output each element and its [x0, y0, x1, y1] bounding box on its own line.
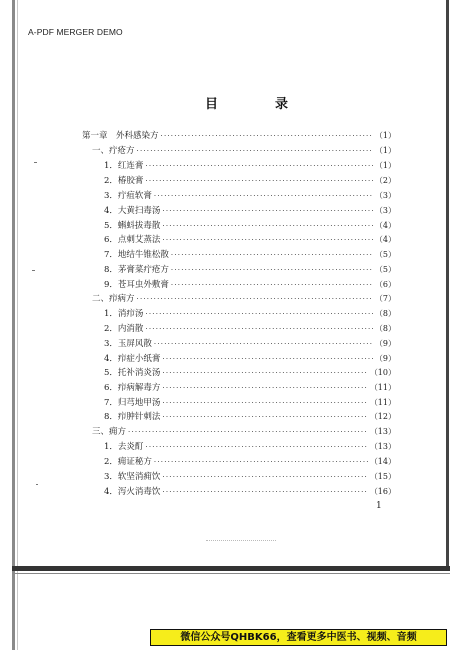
toc-title: 目 录 [205, 97, 311, 112]
toc-entry-page: （11） [369, 398, 396, 407]
toc-entry[interactable] [104, 397, 396, 409]
toc-entry[interactable] [104, 190, 396, 202]
toc-entry-label: 2．椿胶膏 [104, 176, 144, 186]
toc-entry-page: （4） [374, 235, 396, 244]
toc-leader-dots [162, 411, 367, 423]
scan-speck [34, 162, 37, 163]
toc-entry-label: 5．托补消炎汤 [104, 368, 161, 378]
toc-entry-label: 2．痈证秘方 [104, 457, 152, 467]
toc-entry-label: 6．疖病解毒方 [104, 383, 161, 393]
toc-leader-dots [137, 293, 373, 305]
toc-entry[interactable] [104, 353, 396, 365]
toc-entry[interactable] [104, 441, 396, 453]
toc-leader-dots [145, 323, 372, 335]
toc-entry-page: （8） [374, 324, 396, 333]
toc-leader-dots [154, 190, 373, 202]
toc-entry-label: 1．去炎酊 [104, 442, 144, 452]
toc-entry-page: （15） [369, 472, 396, 481]
toc-entry-page: （5） [374, 265, 396, 274]
toc-leader-dots [162, 234, 372, 246]
toc-entry-label: 9．苍耳虫外敷膏 [104, 280, 169, 290]
toc-entry-label: 4．大黄扫毒汤 [104, 206, 161, 216]
toc-entry[interactable] [104, 205, 396, 217]
toc-entry[interactable] [104, 279, 396, 291]
toc-entry[interactable] [104, 220, 396, 232]
toc-entry-label: 7．归芎地甲汤 [104, 398, 161, 408]
toc-entry[interactable] [104, 367, 396, 379]
toc-leader-dots [162, 205, 372, 217]
toc-entry[interactable] [104, 175, 396, 187]
toc-entry-label: 3．玉屏风散 [104, 339, 152, 349]
toc-entry[interactable] [104, 308, 396, 320]
toc-entry-label: 三、痈方 [92, 427, 127, 437]
toc-entry[interactable] [104, 411, 396, 423]
toc-leader-dots [154, 338, 373, 350]
scan-speck [32, 270, 35, 271]
toc-leader-dots [145, 175, 372, 187]
toc-leader-dots [171, 279, 373, 291]
toc-entry-page: （2） [374, 176, 396, 185]
toc-entry-page: （1） [374, 161, 396, 170]
toc-entry-label: 8．茅膏菜疔疮方 [104, 265, 169, 275]
toc-leader-dots [162, 367, 367, 379]
toc-leader-dots [171, 249, 373, 261]
toc-leader-dots [145, 441, 367, 453]
page-bottom-mark [206, 540, 276, 543]
toc-leader-dots [162, 486, 367, 498]
toc-entry-page: （1） [374, 146, 396, 155]
toc-leader-dots [162, 397, 367, 409]
toc-entry-page: （13） [369, 442, 396, 451]
toc-leader-dots [162, 382, 367, 394]
toc-entry-page: （3） [374, 206, 396, 215]
toc-entry[interactable] [92, 426, 396, 438]
toc-leader-dots [137, 145, 373, 157]
toc-entry-page: （7） [374, 294, 396, 303]
toc-entry-page: （9） [374, 339, 396, 348]
toc-leader-dots [162, 353, 372, 365]
toc-entry-label: 3．软坚消痈饮 [104, 472, 161, 482]
toc-entry-page: （8） [374, 309, 396, 318]
toc-entry[interactable] [104, 471, 396, 483]
toc-entry-page: （10） [369, 368, 396, 377]
toc-entry-page: （6） [374, 280, 396, 289]
page-divider [12, 566, 450, 571]
toc-entry-label: 3．疔疽软膏 [104, 191, 152, 201]
toc-entry-page: （1） [374, 131, 396, 140]
toc-entry-label: 4．疖症小纸膏 [104, 354, 161, 364]
toc-entry[interactable] [104, 486, 396, 498]
toc-entry-page: （16） [369, 487, 396, 496]
toc-entry-label: 6．点刺艾蒸法 [104, 235, 161, 245]
toc-entry-label: 1．消疖汤 [104, 309, 144, 319]
toc-entry-label: 二、疖病方 [92, 294, 135, 304]
toc-entry[interactable] [104, 264, 396, 276]
toc-entry-label: 1．红连膏 [104, 161, 144, 171]
toc-leader-dots [154, 456, 368, 468]
toc-entry-page: （11） [369, 383, 396, 392]
toc-leader-dots [145, 308, 372, 320]
toc-entry[interactable] [104, 338, 396, 350]
toc-entry[interactable] [104, 382, 396, 394]
toc-entry-label: 第一章 外科感染方 [82, 131, 159, 141]
toc-leader-dots [128, 426, 368, 438]
toc-entry-label: 7．地结牛锥松散 [104, 250, 169, 260]
scan-speck [36, 484, 38, 485]
toc-leader-dots [145, 160, 372, 172]
toc-leader-dots [162, 220, 372, 232]
toc-entry-page: （3） [374, 191, 396, 200]
toc-entry-label: 8．疖肿针刺法 [104, 412, 161, 422]
toc-entry[interactable] [104, 456, 396, 468]
page-number: 1 [376, 501, 382, 511]
toc-entry-page: （13） [369, 427, 396, 436]
watermark-text: A-PDF MERGER DEMO [28, 27, 123, 37]
toc-entry[interactable] [104, 160, 396, 172]
toc-leader-dots [161, 130, 373, 142]
toc-entry[interactable] [92, 145, 396, 157]
toc-entry-page: （9） [374, 354, 396, 363]
toc-entry-label: 一、疔疮方 [92, 146, 135, 156]
toc-entry[interactable] [104, 249, 396, 261]
promo-banner: 微信公众号QHBK66，查看更多中医书、视频、音频 [150, 629, 447, 646]
toc-entry-label: 5．蝌蚪拔毒散 [104, 221, 161, 231]
toc-entry[interactable] [82, 130, 396, 142]
toc-entry-page: （12） [369, 412, 396, 421]
toc-entry[interactable] [92, 293, 396, 305]
toc-entry-label: 4．泻火消毒饮 [104, 487, 161, 497]
toc-leader-dots [171, 264, 373, 276]
toc-entry-label: 2．内消散 [104, 324, 144, 334]
toc-entry-page: （14） [369, 457, 396, 466]
toc-entry[interactable] [104, 323, 396, 335]
toc-entry-page: （5） [374, 250, 396, 259]
toc-entry-page: （4） [374, 221, 396, 230]
toc-entry[interactable] [104, 234, 396, 246]
toc-leader-dots [162, 471, 367, 483]
